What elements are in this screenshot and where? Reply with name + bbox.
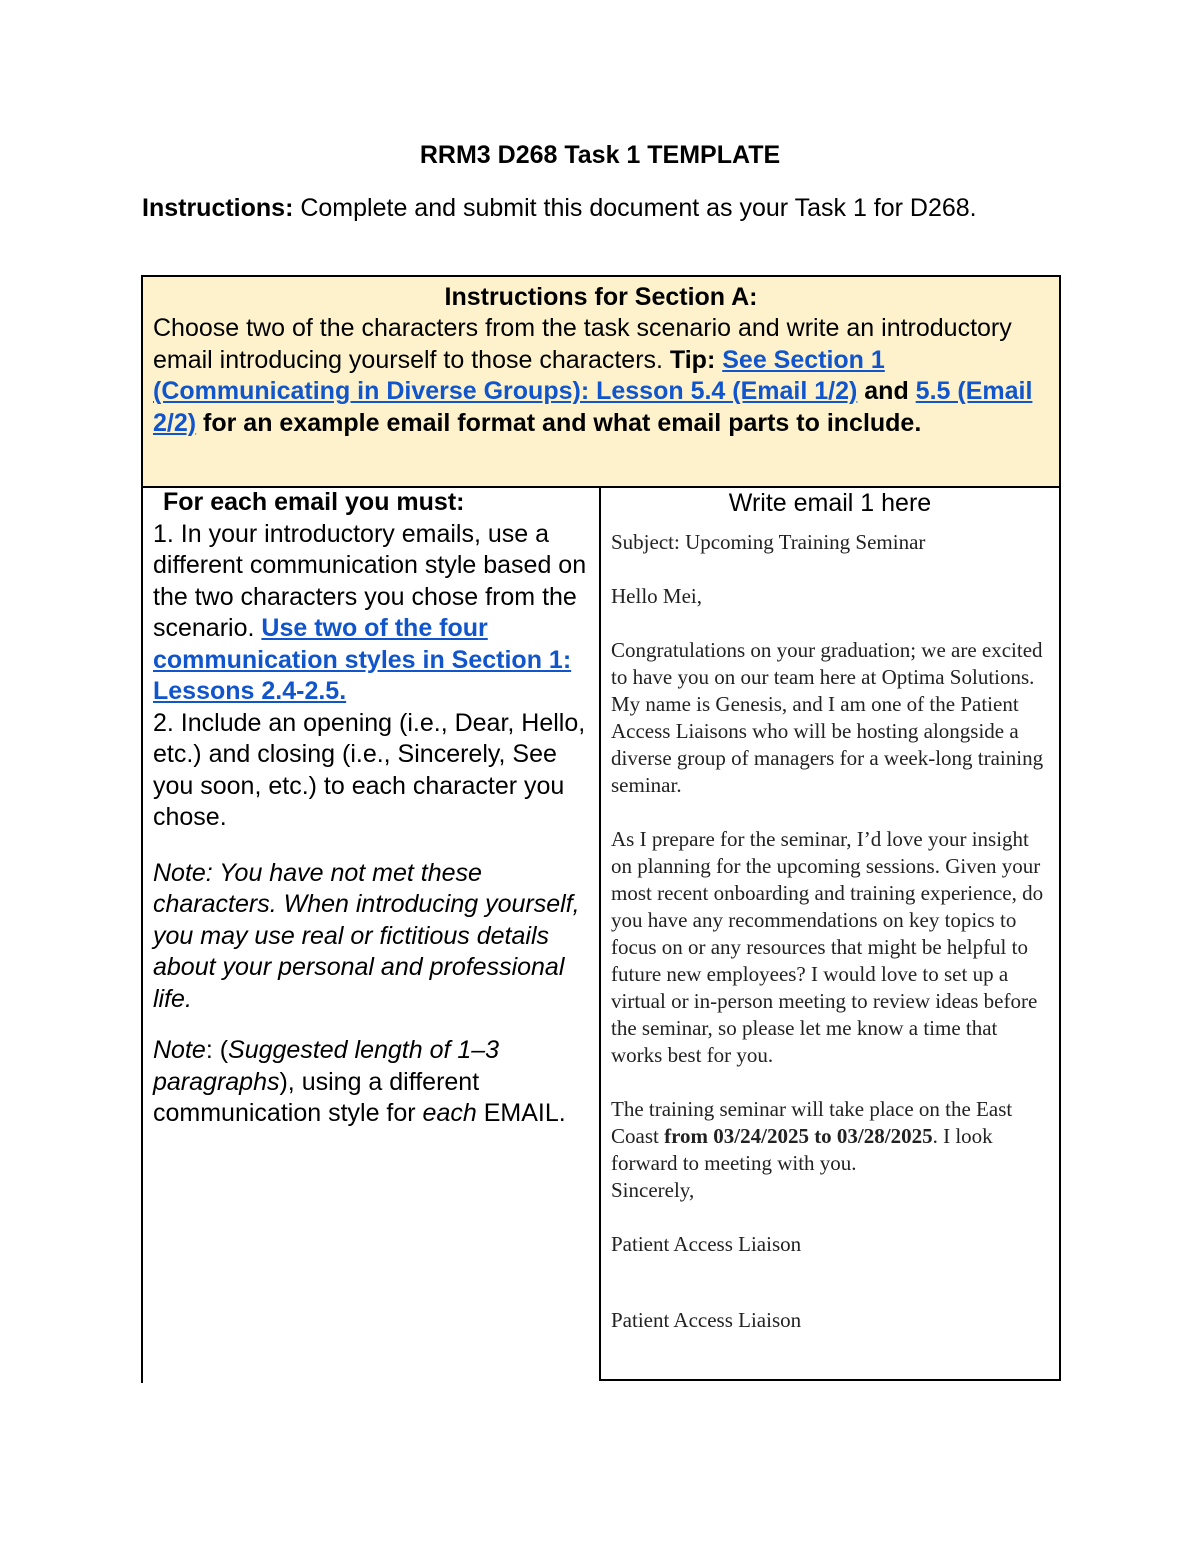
email-paragraph-3-start: The training seminar will take place on the East Coast	[611, 1097, 1013, 1148]
requirements-heading: For each email you must:	[163, 488, 465, 516]
requirement-2: 2. Include an opening (i.e., Dear, Hello, etc.) and closing (i.e., Sincerely, See you soon, etc.) to each character you chose.	[153, 708, 586, 831]
email-1-column[interactable]	[599, 486, 1061, 1381]
and-text: and	[857, 377, 916, 405]
communication-styles-link[interactable]: Use two of the four communication styles in Section 1: Lessons 2.4-2.5.	[153, 614, 572, 705]
requirement-1-text: 1. In your introductory emails, use a different communication style based on the two characters you chose from the scenario.	[153, 519, 587, 642]
lesson-5-4-link[interactable]: See Section 1 (Communicating in Diverse Groups): Lesson 5.4 (Email 1/2)	[153, 345, 885, 405]
email-paragraph-3	[611, 1096, 1051, 1177]
note-length	[153, 1035, 591, 1130]
email-subject: Subject: Upcoming Training Seminar	[611, 530, 926, 554]
note-length-end: EMAIL.	[476, 1099, 566, 1127]
note-length-italic: Suggested length of 1–3 paragraphs	[153, 1036, 500, 1096]
email-paragraph-2: As I prepare for the seminar, I’d love your insight on planning for the upcoming sessions. Given your most recent onboarding and training experience, do you have any recommendations on key topics to focus on or any resources that might be helpful to future new employees? I would love to set up a virtual or in-person meeting to review ideas before the seminar, so please let me know a time that works best for you.	[611, 827, 1044, 1067]
section-a-heading: Instructions for Section A:	[444, 283, 758, 311]
email-signature-1: Patient Access Liaison	[611, 1232, 802, 1256]
lesson-5-5-link[interactable]: 5.5 (Email 2/2)	[153, 377, 1033, 437]
email-1-heading: Write email 1 here	[728, 489, 932, 517]
note-length-label: Note	[153, 1036, 206, 1064]
tip-tail: for an example email format and what email parts to include.	[196, 408, 922, 437]
instructions-text: Complete and submit this document as your Task 1 for D268.	[293, 194, 977, 222]
requirement-1	[153, 519, 591, 708]
section-a-text: Choose two of the characters from the task scenario and write an introductory email introducing yourself to those characters.	[153, 314, 1012, 374]
requirements-column	[141, 486, 601, 1383]
email-1-body[interactable]	[601, 529, 1059, 1334]
email-closing: Sincerely,	[611, 1178, 695, 1202]
email-greeting: Hello Mei,	[611, 584, 702, 608]
template-table	[141, 275, 1061, 1383]
note-length-mid: ), using a different communication style for	[153, 1067, 480, 1127]
note-length-each: each	[422, 1099, 477, 1127]
email-dates: from 03/24/2025 to 03/28/2025	[664, 1124, 933, 1148]
instructions	[142, 192, 1022, 224]
email-paragraph-1: Congratulations on your graduation; we are excited to have you on our team here at Optima Solutions. My name is Genesis, and I am one of the Patient Access Liaisons who will be hosting alongside a diverse group of managers for a week-long training seminar.	[611, 638, 1044, 797]
email-signature-2: Patient Access Liaison	[611, 1308, 802, 1332]
page-title: RRM3 D268 Task 1 TEMPLATE	[419, 141, 781, 169]
note-characters: Note: You have not met these characters. When introducing yourself, you may use real or fictitious details about your personal and professional life.	[153, 858, 580, 1013]
section-a-body	[143, 313, 1059, 439]
tip-label: Tip:	[669, 345, 723, 374]
email-paragraph-3-end: . I look forward to meeting with you.	[611, 1124, 993, 1175]
section-a-instructions	[141, 275, 1061, 488]
note-length-colon: : (	[205, 1036, 229, 1064]
instructions-label: Instructions:	[142, 194, 294, 222]
